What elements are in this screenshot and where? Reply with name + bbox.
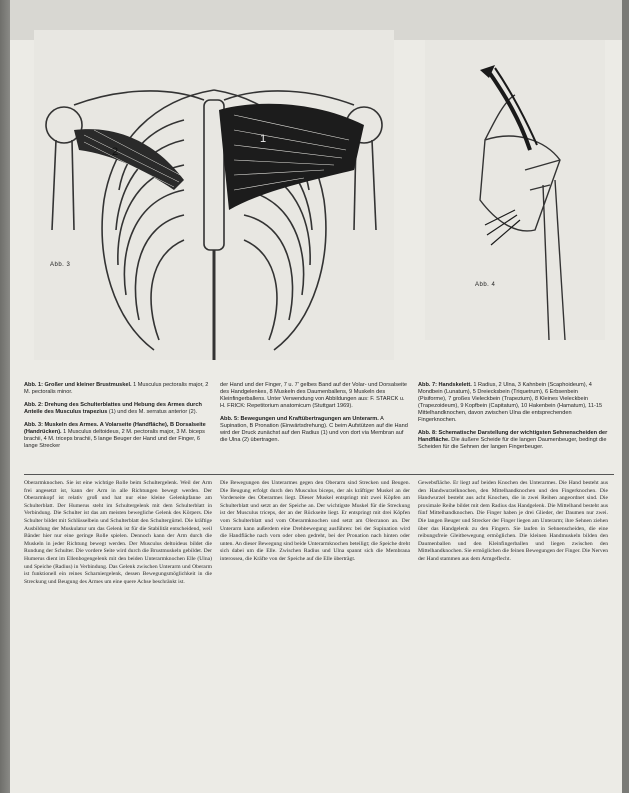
caption-title: Abb. 2: Drehung des Schulterblattes und Hebung des Armes durch Anteile des Musculus trapezius [24,402,202,415]
caption-title: Abb. 8: Schematische Darstellung der wichtigsten Sehnenscheiden der Handfläche. [418,430,608,443]
caption-block [418,430,608,451]
caption-block [220,416,410,444]
marker-one: 1 [260,133,267,145]
caption-block [418,382,608,424]
caption-column-2 [220,382,410,450]
body-column-1: Oberarmknochen. Sie ist eine wichtige Rolle beim Schultergelenk. Weil der Arm frei angesetzt ist, kann der Arm in alle Richtungen bewegt werden. Der Oberarmkopf ist relativ groß und hat nur eine kleine Gelenkpfanne am Schulterblatt. Der Humerus steht im Schultergelenk mit dem Schulterblatt in Verbindung. Die Schulter ist das am meisten bewegliche Gelenk des Körpers. Die Schulter bildet mit Schlüsselbein und Schulterblatt den Schultergürtel. Die kräftige Ausbildung der Muskulatur um das Gelenk ist für die Stabilität entscheidend, weil Bänder hier nur eine geringe Rolle spielen. Dennoch kann der Arm durch die Muskeln in jeder Richtung bewegt werden. Der Musculus deltoideus bildet die Rundung der Schulter. Die vordere Seite wird durch die Brustmuskeln gebildet. Der Humerus dient im Ellenbogengelenk mit den beiden Unterarmknochen Elle (Ulna) und Speiche (Radius) in Verbindung. Das Gelenk zwischen Unterarm und Oberarm ist funktionell ein reines Scharniergelenk, dessen Bewegungsmöglichkeit in die Streckung und Beugung des Armes um eine quere Achse beschränkt ist. [24,480,212,585]
caption-text: 1 Radius, 2 Ulna, 3 Kahnbein (Scaphoideum), 4 Mondbein (Lunatum), 5 Dreiecksbein (Triquetrum), 6 Erbsenbein (Pisiforme), 7 großes Vieleckbein (Trapezium), 8 Kleines Vieleckbein (Trapezoideum), 9 Kopfbein (Capitatum), 10 Hakenbein (Hamatum), 11-15 Mittelhandknochen, davon zwischen Ulna die entsprechenden Fingerknochen. [418,382,603,423]
caption-text: 1 Musculus deltoideus, 2 M. pectoralis major, 3 M. biceps brachii, 4 M. triceps brachii, 5 lange Beuger der Hand und der Finger, 6 lange Strecker [24,429,205,449]
body-column-2: Die Bewegungen des Unterarmes gegen den Oberarm sind Strecken und Beugen. Die Beugung erfolgt durch den Musculus biceps, der als kräftiger Muskel an der Vorderseite des Oberarmes liegt. Dieser Muskel entspringt mit zwei Köpfen am Schulterblatt und setzt an der Speiche an. Der wichtigste Muskel für die Streckung ist der Musculus triceps, der an der Rückseite liegt. Er entspringt mit drei Köpfen vom Schulterblatt und vom Oberarmknochen und setzt am Olecranon an. Der Unterarm kann außerdem eine Drehbewegung ausführen: bei der Supination wird die Handfläche nach vorn oder oben gedreht, bei der Pronation nach hinten oder unten. An dieser Bewegung sind beide Unterarmknochen beteiligt; die Speiche dreht sich dabei um die Elle. Zwischen Radius und Ulna spannt sich die Membrana interossea, die Kräfte von der Speiche auf die Elle überträgt. [220,480,410,562]
caption-block [24,422,212,450]
caption-title: Abb. 7: Handskelett. [418,382,472,388]
caption-text: Die äußere Scheide für die langen Daumenbeuger, bedingt die Scheiden für die Sehnen der langen Fingerbeuger. [418,437,607,450]
caption-text: A Supination, B Pronation (Einwärtsdrehung). C beim Aufstützen auf die Hand wird der Druck zunächst auf den Radius (1) und von dort via Membran auf die Ulna (2) übertragen. [220,416,408,443]
caption-title: Abb. 5: Bewegungen und Kraftübertragungen am Unterarm. [220,416,379,422]
scapula-arm-figure [425,40,605,340]
caption-block [24,382,212,396]
section-divider [24,474,614,475]
caption-text: der Hand und der Finger, 7 u. 7' gelbes Band auf der Volar- und Dorsalseite des Handgelenkes, 8 Muskeln des Daumenballens, 9 Muskeln des Kleinfingerballens. Unter Verwendung von Abbildungen aus: F. STARCK u. H. FRICK: Repetitorium anatomicum (Stuttgart 1969). [220,382,408,409]
caption-column-3 [418,382,608,457]
caption-text: 1 Musculus pectoralis major, 2 M. pectoralis minor. [24,382,209,395]
caption-block [220,382,410,410]
scan-edge-right [622,0,629,793]
caption-block [24,402,212,416]
book-page [10,0,622,793]
caption-title: Abb. 3: Muskeln des Armes. A Volarseite (Handfläche), B Dorsalseite (Handrücken). [24,422,206,435]
figure-3-label: Abb. 3 [50,262,71,268]
figure-4-label: Abb. 4 [475,282,496,288]
marker-two: 2 [112,146,119,158]
thorax-pectoral-figure [34,30,394,360]
caption-text: (1) und des M. serratus anterior (2). [108,409,198,415]
scan-edge-left [0,0,10,793]
body-column-3: Gewebsfläche. Er liegt auf beiden Knochen des Unterarmes. Die Hand besteht aus den Handwurzelknochen, den Mittelhandknochen und den Fingerknochen. Die Handwurzel besteht aus acht Knochen, die in zwei Reihen angeordnet sind. Die proximale Reihe bildet mit dem Radius das Handgelenk. Die Mittelhand besteht aus fünf Mittelhandknochen. Die Finger haben je drei Glieder, der Daumen nur zwei. Die langen Beuger und Strecker der Finger liegen am Unterarm; ihre Sehnen ziehen über das Handgelenk zu den Fingern. Sie laufen in Sehnenscheiden, die eine reibungsfreie Gleitbewegung ermöglichen. Die kleinen Handmuskeln bilden den Daumenballen und den Kleinfingerballen und liegen zwischen den Mittelhandknochen. Sie ermöglichen die feinen Bewegungen der Finger. Die Nerven der Hand stammen aus dem Armgeflecht. [418,480,608,562]
caption-title: Abb. 1: Großer und kleiner Brustmuskel. [24,382,132,388]
caption-column-1 [24,382,212,456]
